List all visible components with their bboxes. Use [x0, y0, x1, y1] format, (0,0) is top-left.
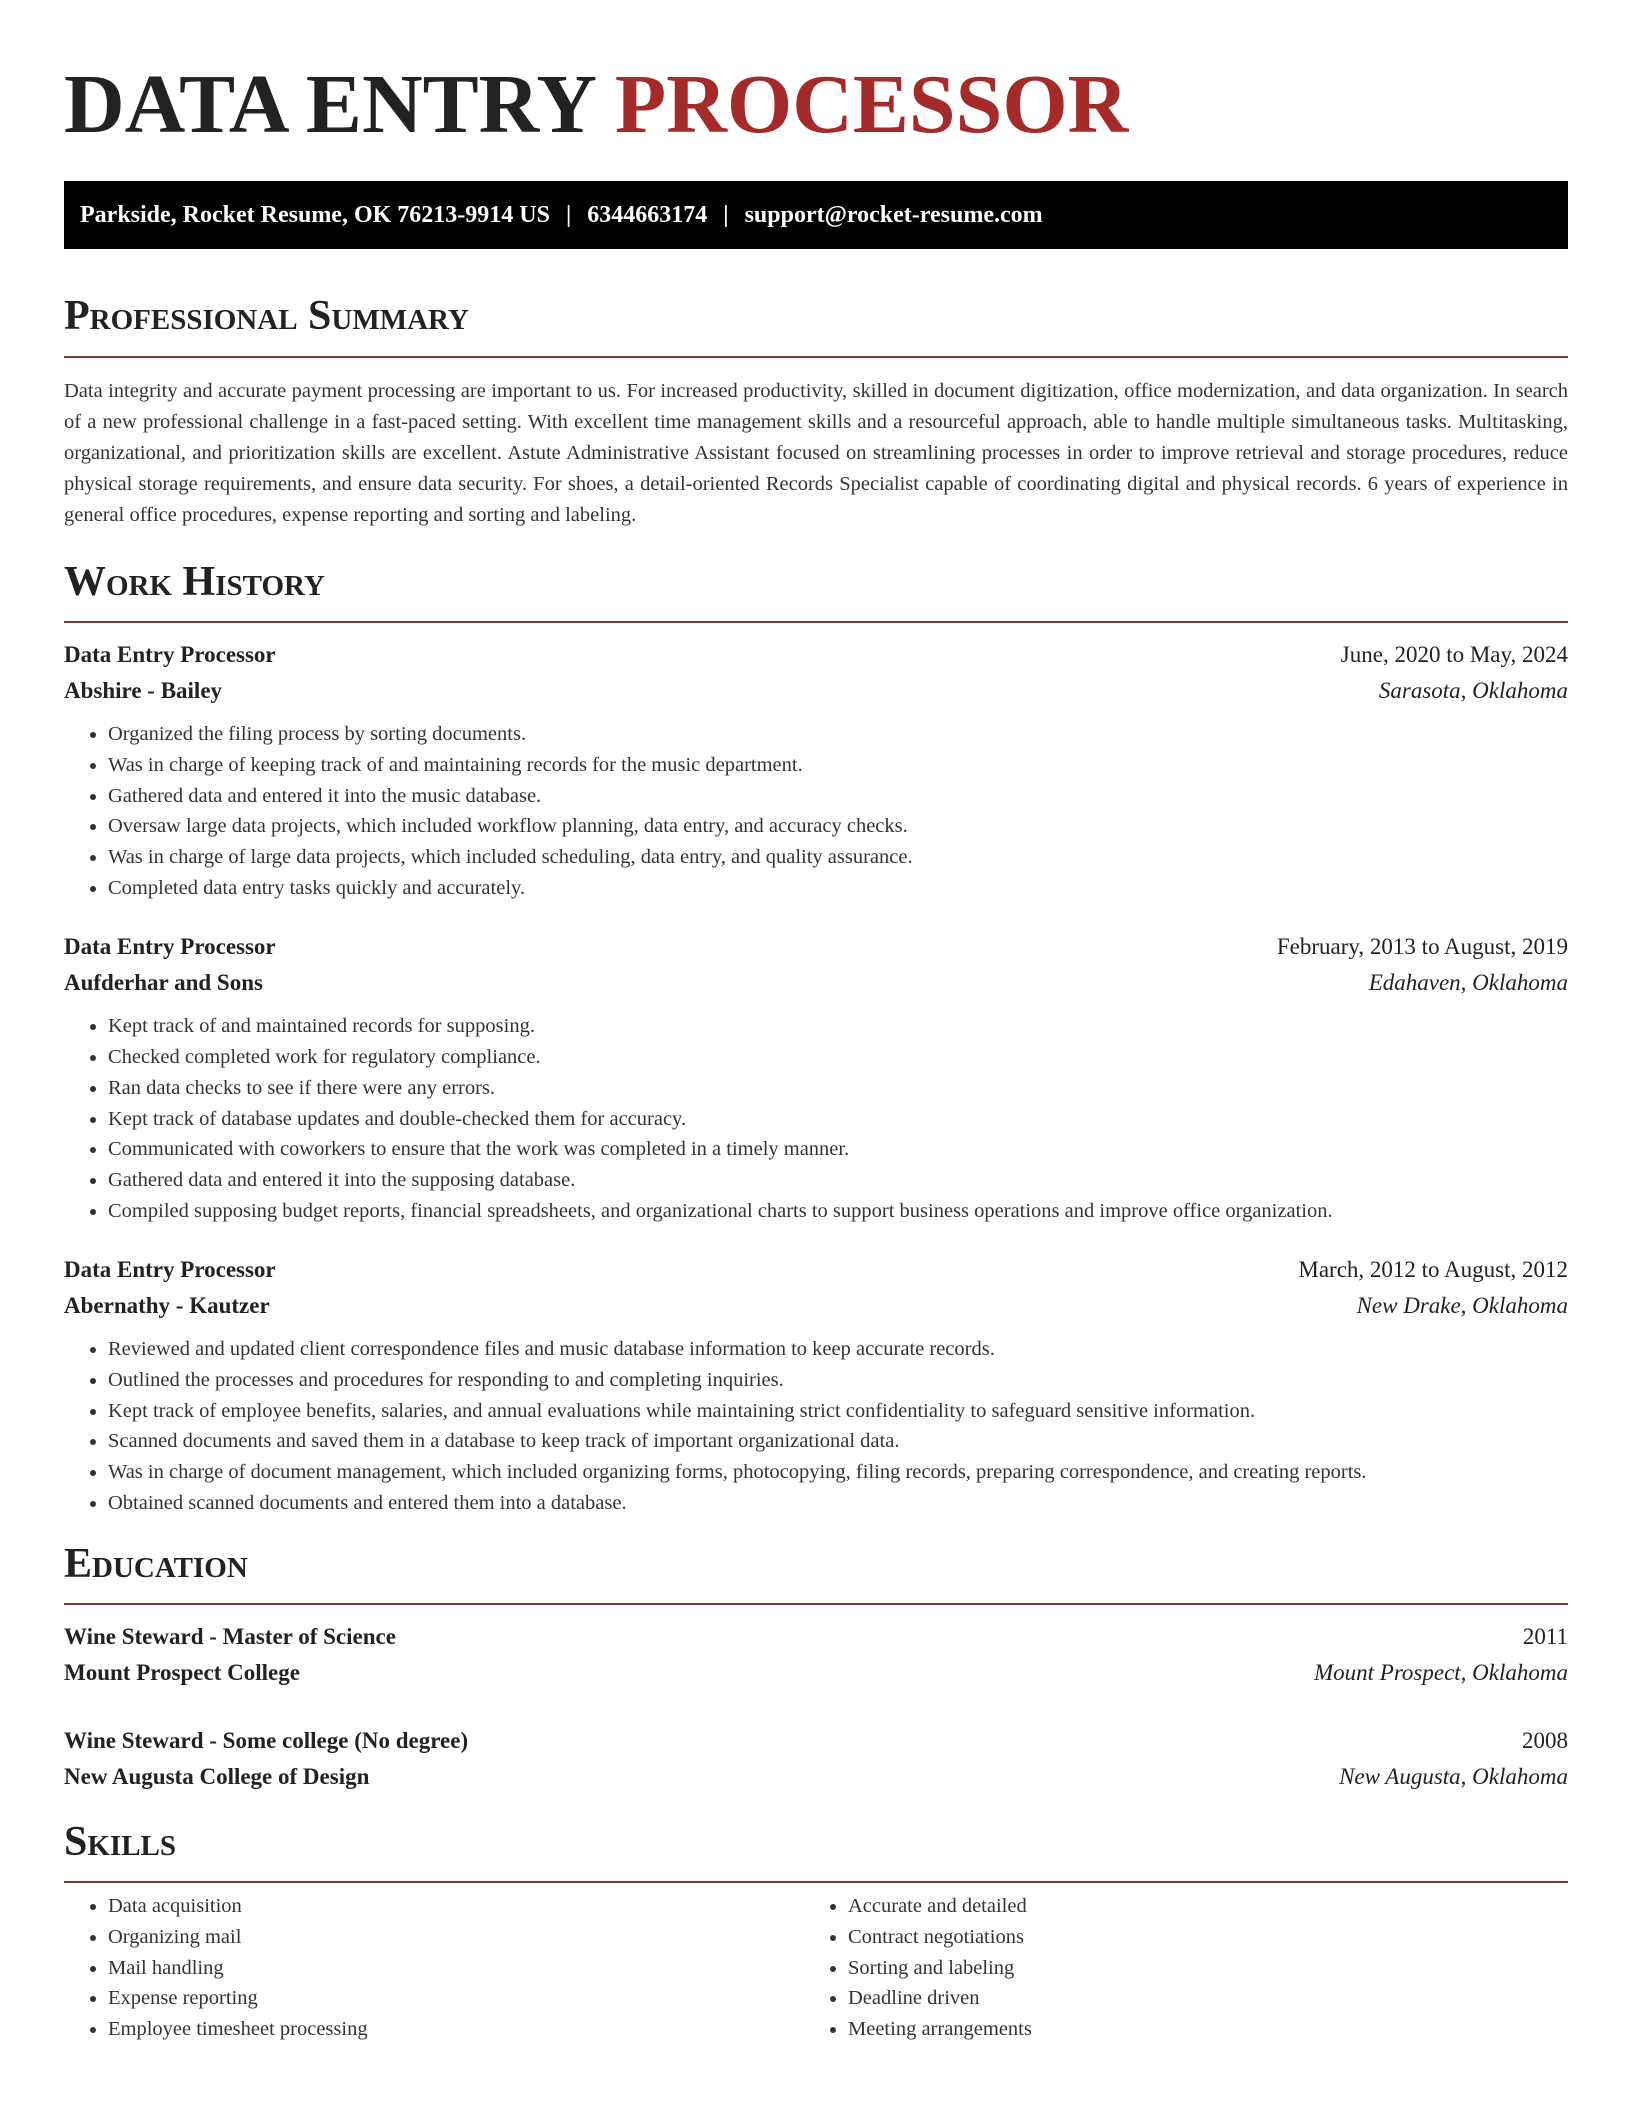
job-bullets — [64, 719, 1568, 903]
job-company-row — [64, 673, 1568, 709]
education-school: New Augusta College of Design — [64, 1763, 370, 1789]
list-item: • Ran data checks to see if there were any errors. — [108, 1073, 1568, 1104]
job-entry — [64, 637, 1568, 903]
job-company: Abshire - Bailey — [64, 678, 223, 704]
job-location: Sarasota, Oklahoma — [1378, 678, 1568, 704]
education-entry — [64, 1723, 1568, 1795]
skill-item: • Expense reporting — [108, 1983, 804, 2014]
education-year: 2008 — [1522, 1727, 1568, 1753]
job-header — [64, 637, 1568, 673]
skill-item: • Organizing mail — [108, 1922, 804, 1953]
job-company: Abernathy - Kautzer — [64, 1293, 270, 1319]
section-divider — [64, 356, 1568, 358]
skill-item: • Sorting and labeling — [848, 1953, 1544, 1984]
education-degree-row — [64, 1723, 1568, 1759]
job-company: Aufderhar and Sons — [64, 970, 263, 996]
job-title: Data Entry Processor — [64, 1257, 276, 1283]
skills-heading: Skills — [64, 1818, 177, 1865]
skill-item: • Deadline driven — [848, 1983, 1544, 2014]
list-item: • Oversaw large data projects, which included workflow planning, data entry, and accuracy checks. — [108, 811, 1568, 842]
job-title: Data Entry Processor — [64, 642, 276, 668]
list-item: • Compiled supposing budget reports, financial spreadsheets, and organizational charts to support business operations and improve office organization. — [108, 1196, 1568, 1227]
skills-column-right — [804, 1891, 1544, 2045]
education-location: Mount Prospect, Oklahoma — [1313, 1659, 1568, 1685]
title-accent: PROCESSOR — [614, 58, 1129, 151]
skills-section — [64, 1817, 1568, 2045]
education-school-row — [64, 1759, 1568, 1795]
list-item: • Was in charge of keeping track of and maintaining records for the music department. — [108, 750, 1568, 781]
list-item: • Kept track of and maintained records for supposing. — [108, 1011, 1568, 1042]
contact-separator: | — [723, 201, 729, 228]
list-item: • Completed data entry tasks quickly and accurately. — [108, 873, 1568, 904]
list-item: • Scanned documents and saved them in a database to keep track of important organizational data. — [108, 1426, 1568, 1457]
skill-item: • Employee timesheet processing — [108, 2014, 804, 2045]
education-heading: Education — [64, 1540, 248, 1587]
education-degree-row — [64, 1619, 1568, 1655]
contact-separator: | — [565, 201, 572, 228]
summary-heading: Professional Summary — [64, 293, 469, 340]
skill-item: • Meeting arrangements — [848, 2014, 1544, 2045]
list-item: • Obtained scanned documents and entered them into a database. — [108, 1488, 1568, 1519]
contact-address: Parkside, Rocket Resume, OK 76213-9914 US — [80, 201, 550, 228]
list-item: • Gathered data and entered it into the supposing database. — [108, 1165, 1568, 1196]
list-item: • Outlined the processes and procedures for responding to and completing inquiries. — [108, 1365, 1568, 1396]
resume-title — [64, 0, 1568, 153]
job-header — [64, 929, 1568, 965]
list-item: • Kept track of database updates and double-checked them for accuracy. — [108, 1104, 1568, 1135]
skill-item: • Mail handling — [108, 1953, 804, 1984]
list-item: • Was in charge of document management, which included organizing forms, photocopying, filing records, preparing correspondence, and creating reports. — [108, 1457, 1568, 1488]
education-location: New Augusta, Oklahoma — [1339, 1763, 1568, 1789]
job-location: Edahaven, Oklahoma — [1368, 970, 1568, 996]
education-degree: Wine Steward - Some college (No degree) — [64, 1727, 469, 1753]
education-school-row — [64, 1655, 1568, 1691]
job-entry — [64, 1252, 1568, 1518]
contact-bar — [64, 181, 1568, 249]
section-divider — [64, 1881, 1568, 1883]
job-company-row — [64, 1288, 1568, 1324]
job-company-row — [64, 965, 1568, 1001]
job-bullets — [64, 1334, 1568, 1518]
skill-item: • Accurate and detailed — [848, 1891, 1544, 1922]
list-item: • Was in charge of large data projects, which included scheduling, data entry, and quality assurance. — [108, 842, 1568, 873]
work-history-section — [64, 557, 1568, 1519]
skills-column-left — [64, 1891, 804, 2045]
education-section — [64, 1539, 1568, 1795]
job-title: Data Entry Processor — [64, 934, 276, 960]
list-item: • Kept track of employee benefits, salaries, and annual evaluations while maintaining strict confidentiality to safeguard sensitive information. — [108, 1396, 1568, 1427]
job-header — [64, 1252, 1568, 1288]
skill-item: • Contract negotiations — [848, 1922, 1544, 1953]
job-dates: February, 2013 to August, 2019 — [1276, 934, 1568, 960]
job-bullets — [64, 1011, 1568, 1226]
section-divider — [64, 621, 1568, 623]
education-degree: Wine Steward - Master of Science — [64, 1623, 396, 1649]
education-school: Mount Prospect College — [64, 1659, 300, 1685]
job-dates: June, 2020 to May, 2024 — [1340, 642, 1568, 668]
summary-text: Data integrity and accurate payment processing are important to us. For increased productivity, skilled in document digitization, office modernization, and data organization. In search of a new professional challenge in a fast-paced setting. With excellent time management skills and a resourceful approach, able to handle multiple simultaneous tasks. Multitasking, organizational, and prioritization skills are excellent. Astute Administrative Assistant focused on streamlining processes in order to improve retrieval and storage procedures, reduce physical storage requirements, and ensure data security. For shoes, a detail-oriented Records Specialist capable of coordinating digital and physical records. 6 years of experience in general office procedures, expense reporting and sorting and labeling. — [64, 379, 1568, 526]
work-history-heading: Work History — [64, 558, 325, 605]
contact-email: support@rocket-resume.com — [744, 201, 1043, 228]
summary-section — [64, 291, 1568, 530]
list-item: • Gathered data and entered it into the music database. — [108, 781, 1568, 812]
job-location: New Drake, Oklahoma — [1356, 1293, 1568, 1319]
education-year: 2011 — [1522, 1623, 1568, 1649]
list-item: • Communicated with coworkers to ensure that the work was completed in a timely manner. — [108, 1134, 1568, 1165]
list-item: • Reviewed and updated client correspondence files and music database information to keep accurate records. — [108, 1334, 1568, 1365]
contact-phone: 6344663174 — [587, 201, 708, 228]
title-main: DATA ENTRY — [64, 58, 594, 151]
list-item: • Checked completed work for regulatory compliance. — [108, 1042, 1568, 1073]
section-divider — [64, 1603, 1568, 1605]
list-item: • Organized the filing process by sorting documents. — [108, 719, 1568, 750]
job-entry — [64, 929, 1568, 1226]
job-dates: March, 2012 to August, 2012 — [1298, 1257, 1568, 1283]
skill-item: • Data acquisition — [108, 1891, 804, 1922]
skills-grid — [64, 1891, 1568, 2045]
education-entry — [64, 1619, 1568, 1691]
